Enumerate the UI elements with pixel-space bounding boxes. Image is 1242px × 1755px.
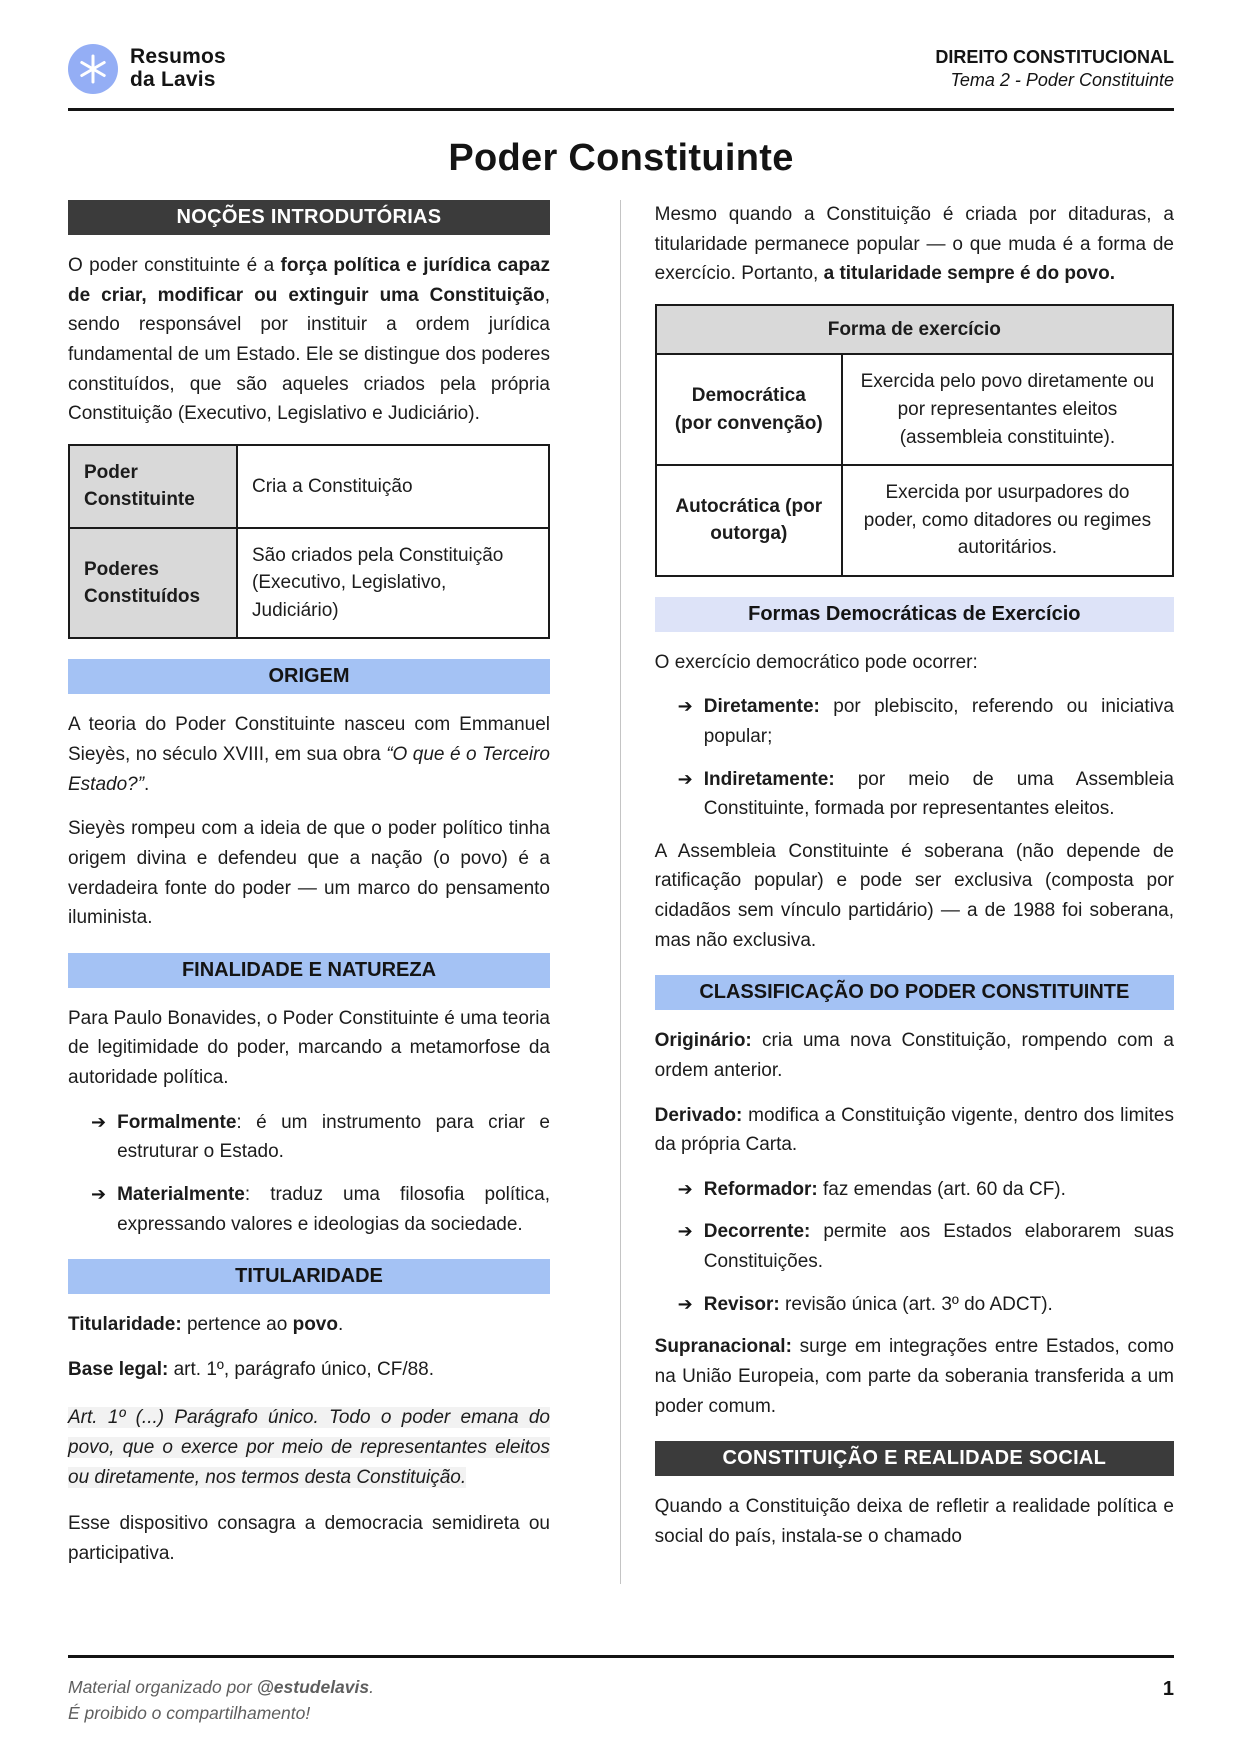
- paragraph-titularidade-popular: Mesmo quando a Constituição é criada por ditaduras, a titularidade permanece popular — o que muda é a forma de exercício. Portanto, a titularidade sempre é do povo.: [654, 204, 1174, 285]
- term-cell: Autocrática (por outorga): [656, 465, 842, 576]
- table-header-cell: Forma de exercício: [656, 305, 1173, 355]
- bullet-text: Materialmente: traduz uma filosofia política, expressando valores e ideologias da sociedade.: [117, 1183, 550, 1235]
- paragraph-nocoes: O poder constituinte é a força política e jurídica capaz de criar, modificar ou extinguir uma Constituição, sendo responsável por instituir a ordem jurídica fundamental de um Estado. Ele se distingue dos poderes constituídos, que são aqueles criados pela própria Constituição (Executivo, Legislativo e Judiciário).: [68, 255, 550, 425]
- paragraph-derivado: Derivado: modifica a Constituição vigente, dentro dos limites da própria Carta.: [654, 1104, 1174, 1156]
- section-header-finalidade-natureza: FINALIDADE E NATUREZA: [68, 953, 550, 988]
- brand-line1: Resumos: [130, 45, 226, 69]
- paragraph-origem-2: Sieyès rompeu com a ideia de que o poder político tinha origem divina e defendeu que a nação (o povo) é a verdadeira fonte do poder — um marco do pensamento iluminista.: [68, 818, 550, 929]
- bullet-item-materialmente: [68, 1180, 550, 1239]
- paragraph-exercicio: O exercício democrático pode ocorrer:: [654, 651, 978, 673]
- brand-line2: da Lavis: [130, 68, 216, 91]
- def-cell: Exercida por usurpadores do poder, como ditadores ou regimes autoritários.: [842, 465, 1173, 576]
- section-header-nocoes-introdutorias: NOÇÕES INTRODUTÓRIAS: [68, 200, 550, 235]
- table-row: [69, 445, 549, 528]
- bullet-item-revisor: [655, 1290, 1174, 1320]
- page-footer: [68, 1655, 1174, 1727]
- def-cell: São criados pela Constituição (Executivo, Legislativo, Judiciário): [237, 528, 549, 639]
- footer-note-line1: Material organizado por @estudelavis.: [68, 1677, 374, 1697]
- paragraph-originario: Originário: cria uma nova Constituição, rompendo com a ordem anterior.: [654, 1030, 1174, 1081]
- page-header: [68, 0, 1174, 111]
- arrow-bullet-icon: ➔: [91, 1183, 107, 1205]
- term-cell: Poder Constituinte: [69, 445, 237, 528]
- paragraph-supranacional: Supranacional: surge em integrações entre Estados, como na União Europeia, com parte da soberania transferida a um poder comum.: [654, 1336, 1174, 1417]
- bullet-text: Indiretamente: por meio de uma Assembleia Constituinte, formada por representantes eleitos.: [703, 768, 1174, 820]
- left-column: [68, 200, 550, 1584]
- paragraph-finalidade: Para Paulo Bonavides, o Poder Constituinte é uma teoria de legitimidade do poder, marcando a metamorfose da autoridade política.: [68, 1007, 550, 1089]
- paragraph-realidade: Quando a Constituição deixa de refletir a realidade política e social do país, instala-se o chamado: [654, 1496, 1174, 1547]
- exercise-form-table: [655, 304, 1174, 577]
- bullet-item-decorrente: [655, 1217, 1174, 1276]
- arrow-bullet-icon: ➔: [91, 1111, 107, 1133]
- header-meta: [935, 47, 1174, 91]
- arrow-bullet-icon: ➔: [677, 1178, 693, 1200]
- definition-table: [68, 444, 550, 640]
- paragraph-origem-1: A teoria do Poder Constituinte nasceu com Emmanuel Sieyès, no século XVIII, em sua obra “O que é o Terceiro Estado?”.: [68, 714, 550, 795]
- bullet-item-reformador: [655, 1175, 1174, 1205]
- brand: [68, 44, 226, 94]
- footer-note: [68, 1674, 374, 1727]
- paragraph-base-legal: Base legal: art. 1º, parágrafo único, CF/88.: [68, 1358, 435, 1380]
- table-row: [656, 354, 1173, 465]
- section-header-constituicao-realidade: CONSTITUIÇÃO E REALIDADE SOCIAL: [655, 1441, 1174, 1476]
- column-divider: [620, 200, 621, 1584]
- content-columns: [68, 200, 1174, 1584]
- bullet-text: Reformador: faz emendas (art. 60 da CF).: [703, 1178, 1066, 1200]
- term-cell: Democrática (por convenção): [656, 354, 842, 465]
- table-row: [656, 465, 1173, 576]
- brand-name: [130, 46, 226, 91]
- quote-art-1: Art. 1º (...) Parágrafo único. Todo o poder emana do povo, que o exerce por meio de representantes eleitos ou diretamente, nos termos desta Constituição.: [68, 1407, 550, 1488]
- page-title: Poder Constituinte: [448, 137, 794, 179]
- arrow-bullet-icon: ➔: [677, 1293, 693, 1315]
- section-header-classificacao: CLASSIFICAÇÃO DO PODER CONSTITUINTE: [655, 975, 1174, 1010]
- header-course: DIREITO CONSTITUCIONAL: [935, 47, 1174, 67]
- def-cell: Cria a Constituição: [237, 445, 549, 528]
- asterisk-icon: [78, 54, 108, 84]
- bullet-text: Revisor: revisão única (art. 3º do ADCT).: [703, 1293, 1053, 1315]
- bullet-item-diretamente: [655, 692, 1174, 751]
- footer-note-line2: É proibido o compartilhamento!: [68, 1703, 311, 1724]
- bullet-text: Diretamente: por plebiscito, referendo ou iniciativa popular;: [703, 696, 1174, 747]
- section-header-origem: ORIGEM: [68, 659, 550, 694]
- arrow-bullet-icon: ➔: [677, 696, 693, 718]
- arrow-bullet-icon: ➔: [677, 1221, 693, 1243]
- term-cell: Poderes Constituídos: [69, 528, 237, 639]
- arrow-bullet-icon: ➔: [677, 768, 693, 790]
- section-header-formas-democraticas: Formas Democráticas de Exercício: [655, 597, 1174, 632]
- table-header-row: [656, 305, 1173, 355]
- bullet-item-formalmente: [68, 1108, 550, 1167]
- right-column: [655, 200, 1174, 1584]
- bullet-item-indiretamente: [655, 765, 1174, 824]
- paragraph-titularidade-3: Esse dispositivo consagra a democracia semidireta ou participativa.: [68, 1513, 550, 1564]
- def-cell: Exercida pelo povo diretamente ou por representantes eleitos (assembleia constituinte).: [842, 354, 1173, 465]
- page-number: 1: [1162, 1678, 1174, 1700]
- header-topic: Tema 2 - Poder Constituinte: [950, 70, 1174, 90]
- paragraph-assembleia: A Assembleia Constituinte é soberana (não depende de ratificação popular) e pode ser exclusiva (composta por cidadãos sem vínculo partidário) — a de 1988 foi soberana, mas não exclusiva.: [654, 840, 1174, 951]
- footer-row: [68, 1658, 1174, 1727]
- paragraph-titularidade-1: Titularidade: pertence ao povo.: [68, 1314, 344, 1336]
- brand-logo: [68, 44, 118, 94]
- bullet-text: Decorrente: permite aos Estados elaborarem suas Constituições.: [703, 1221, 1174, 1273]
- section-header-titularidade: TITULARIDADE: [68, 1259, 550, 1294]
- bullet-text: Formalmente: é um instrumento para criar e estruturar o Estado.: [117, 1111, 550, 1163]
- table-row: [69, 528, 549, 639]
